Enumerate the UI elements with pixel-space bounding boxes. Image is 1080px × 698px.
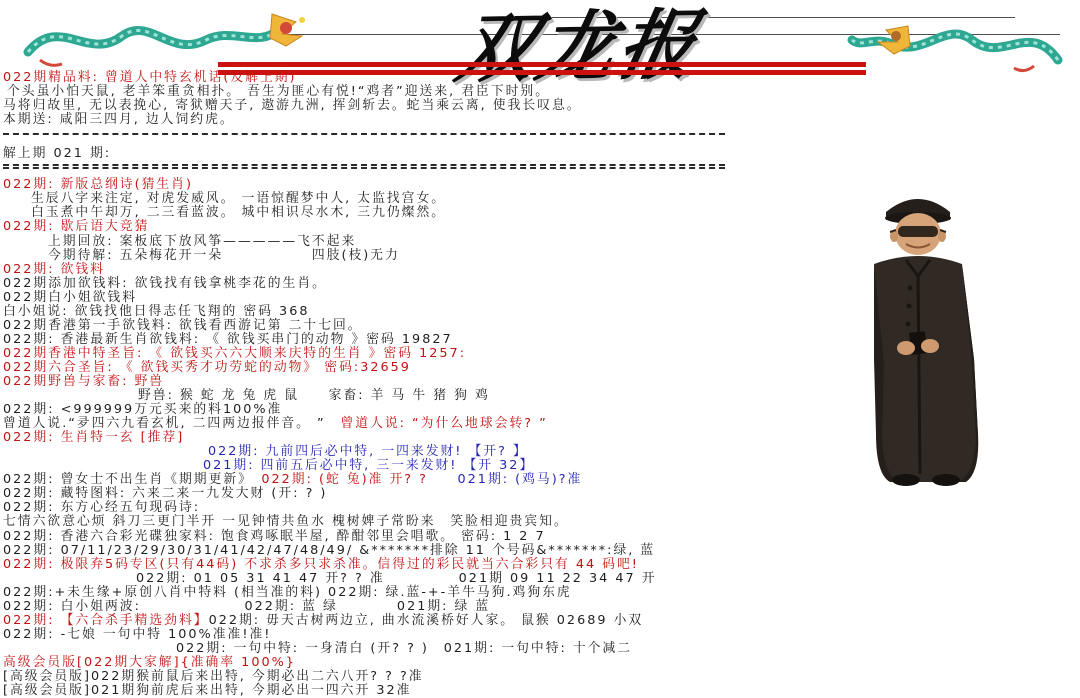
text-segment: 白小姐说: 欲钱找他日得志任飞翔的 密码 368 [3,303,310,319]
text-segment: 022期香港第一手欲钱料: 欲钱看西游记第 二十七回。 [3,317,363,333]
page-title: 双龙报 [449,0,708,94]
portrait-photo [846,184,1012,486]
text-segment: 022期: 藏特图料: 六来二来一九发大财 (开: ? ) [3,486,328,502]
text-segment: 022期: -七娘 一句中特 100%准准!准! [3,626,272,642]
text-segment: 022期: <999999万元买来的料100%准 [3,402,283,418]
text-segment: 022期: 07/11/23/29/30/31/41/42/47/48/49/ &*******排除 11 个号码&*******:绿, 蓝 [3,542,656,558]
text-segment: 曾道人说: “为什么地球会转? ” [340,416,548,432]
dashed-rule [3,133,725,135]
text-segment: 022期白小姐欲钱料 [3,289,138,305]
text-segment: 022期: 白小姐两波: 022期: 蓝 绿 021期: 绿 蓝 [3,598,491,614]
text-segment: 022期: 九前四后必中特, 一四来发财! 【开? 】 [208,444,528,460]
text-segment: 022期: 歇后语大竞猜 [3,219,150,235]
text-segment: 022期精品料: 曾道人中特玄机话(及解上期) [3,70,297,85]
text-line-5 [3,133,1080,147]
text-segment: 022期香港中特圣旨: 《 欲钱买六六大顺来庆特的生肖 》密码 1257: [3,345,467,361]
text-line-33 [3,530,1080,544]
text-segment: 022期: 极限弃5码专区(只有44码) 不求杀多只求杀准。信得过的彩民就当六合彩只有 44 码吧! [3,556,639,572]
text-line-34 [3,544,1080,558]
text-segment: 七情六欲意心烦 斜刀三更门半开 一见钟情共鱼水 槐树婢子常盼来 笑脸相迎贵宾知。 [3,514,569,530]
text-line-1 [3,71,1080,85]
text-segment: 野兽: 猴 蛇 龙 兔 虎 鼠 家畜: 羊 马 牛 猪 狗 鸡 [138,388,490,404]
text-line-42 [3,656,1080,670]
text-line-40 [3,628,1080,642]
text-segment: 白玉煮中午却万, 二三看蓝波。 城中相识尽水木, 三九仍燦然。 [31,205,447,221]
text-segment: 022期: (蛇 兔)准 开? ? [261,472,458,488]
text-line-35 [3,558,1080,572]
text-line-2 [3,85,1080,99]
text-line-38 [3,600,1080,614]
text-line-36 [3,572,1080,586]
text-segment: 今期待解: 五朵梅花开一朵 四肢(枝)无力 [48,247,400,263]
text-line-44 [3,684,1080,698]
text-line-4 [3,113,1080,127]
text-segment: 022期:+未生缘+原创八肖中特料 (相当准的料) 022期: 绿.蓝-+-羊牛马狗.鸡狗东虎 [3,584,572,600]
text-line-43 [3,670,1080,684]
text-segment: 生辰八字来注定, 对虎发威风。 一语惊醒梦中人, 太监找宫女。 [31,191,447,207]
text-segment: 022期: 【六合杀手精选劲料】 [3,612,209,628]
text-line-41 [3,642,1080,656]
text-segment: 022期: 一句中特: 一身清白 (开? ? ) 021期: 一句中特: 十个减二 [176,640,633,656]
double-rule [3,164,725,169]
text-line-39 [3,614,1080,628]
text-segment: [高级会员版]021期狗前虎后来出特, 今期必出一四六开 32准 [3,683,412,698]
text-segment: 022期六合圣旨: 《 欲钱买秀才功劳蛇的动物》 密码:32659 [3,359,411,375]
text-segment: 022期添加欲钱料: 欲钱找有钱拿桃李花的生肖。 [3,275,327,291]
text-segment: 本期送: 咸阳三四月, 边人饲约虎。 [3,112,235,128]
text-segment: 022期: 香港最新生肖欲钱料: 《 欲钱买串门的动物 》密码 19827 [3,331,453,347]
text-segment: 022期: 欲钱料 [3,261,105,277]
text-segment: 022期: 生肖特一玄 [推荐] [3,430,185,446]
text-segment: [高级会员版]022期猴前鼠后来出特, 今期必出二六八开? ? ?准 [3,668,424,684]
text-segment: 022期: 东方心经五句现码诗: [3,500,201,516]
text-segment: 022期: 曾女士不出生肖《期期更新》 [3,472,262,488]
text-line-6 [3,147,1080,161]
text-line-32 [3,515,1080,529]
text-segment: 解上期 021 期: [3,146,112,162]
text-segment: 022期: 01 05 31 41 47 开? ? 准 021期 09 11 22 34 47 开 [136,570,657,586]
man-portrait-illustration [846,184,1012,486]
text-segment: 个头虽小怕天鼠, 老羊笨重贪相扑。 吾生为匪心有悦!“鸡者”迎送来, 君臣下时别。 [7,84,551,100]
text-segment: 021期: (鸡马)?准 [457,472,583,488]
text-segment: 021期: 四前五后必中特, 三一来发财! 【开 32】 [203,458,535,474]
text-segment: 022期: 新版总纲诗(猜生肖) [3,177,193,193]
text-segment: 022期: 毋天古树两边立, 曲水流溪桥好人家。 鼠猴 02689 小双 [208,612,644,628]
text-line-37 [3,586,1080,600]
text-segment: 高级会员版[022期大家解]{准确率 100%} [3,654,296,670]
text-segment: 马将归故里, 无以表挽心, 寄狱赠天子, 遨游九洲, 挥剑斩去。蛇当乘云离, 使我长叹息。 [3,98,582,114]
text-segment: 022期野兽与家畜: 野兽 [3,373,165,389]
text-segment: 曾道人说.“夛四六九看玄机, 二四两边报伴音。 ” [3,416,341,432]
text-segment: 上期回放: 案板底下放风筝—————飞不起来 [48,233,357,249]
dragon-right-icon [844,0,1074,80]
text-segment: 022期: 香港六合彩光碟独家料: 饱食鸡啄眠半屋, 酔酣邻里会唱歌。 密码: 1 2 7 [3,528,546,544]
